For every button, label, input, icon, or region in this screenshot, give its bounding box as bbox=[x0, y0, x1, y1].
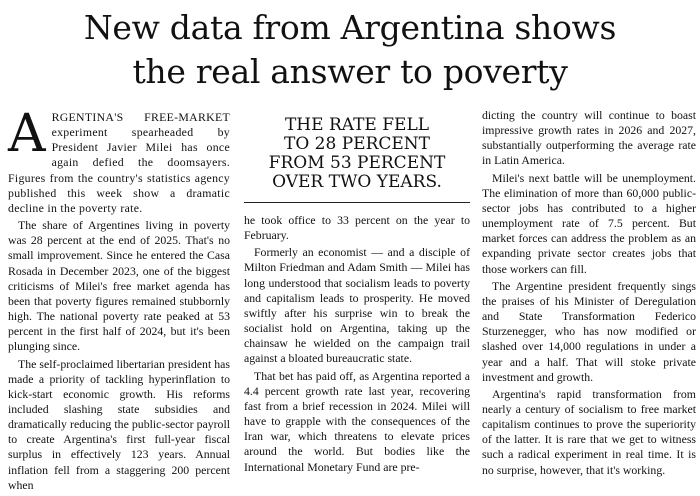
article-column-3 bbox=[482, 108, 696, 480]
pull-quote-line-4: OVER TWO YEARS. bbox=[272, 172, 442, 192]
article-paragraph-continued: he took office to 33 percent on the year to February. bbox=[244, 213, 470, 243]
pull-quote bbox=[244, 116, 470, 203]
article-paragraph: The Argentine president frequently sings the praises of his Minister of Deregulation and State Transformation Federico Sturzenegger, who has now modified or slashed over 14,000 regulations in under a year and a half. That will stoke private investment and growth. bbox=[482, 278, 696, 384]
article-paragraph: The self-proclaimed libertarian president has made a priority of tackling hyperinflation to kick-start economic growth. His reforms included slashing state subsidies and dramatically reducing the public-sector payroll to create Argentina's first full-year fiscal surplus in effectively 123 years. Annual inflation fell from a staggering 200 percent when bbox=[8, 356, 230, 492]
headline bbox=[0, 6, 700, 94]
headline-line-1: New data from Argentina shows bbox=[83, 8, 617, 47]
pull-quote-line-3: FROM 53 PERCENT bbox=[268, 153, 446, 173]
lead-paragraph bbox=[8, 104, 230, 216]
drop-cap: A bbox=[8, 104, 46, 164]
article-paragraph: Milei's next battle will be unemployment. The elimination of more than 60,000 public-sector jobs has contributed to a higher unemployment rate of 7.5 percent. But market forces can address the problem as an expanding private sector creates jobs that those workers can fill. bbox=[482, 170, 696, 276]
article-paragraph: Argentina's rapid transformation from nearly a century of socialism to free market capitalism continues to prove the superiority of the latter. It is rare that we get to witness such a radical experiment in real time. It is no surprise, however, that it's working. bbox=[482, 386, 696, 477]
article-column-1 bbox=[8, 104, 230, 495]
article-paragraph: The share of Argentines living in poverty was 28 percent at the end of 2025. That's no small improvement. Since he entered the Casa Rosada in December 2023, one of the biggest criticisms of Milei's free market agenda has been that poverty figures remained stubbornly high. The national poverty rate peaked at 53 percent in the first half of 2024, but it's been plunging since. bbox=[8, 218, 230, 354]
article-paragraph: That bet has paid off, as Argentina reported a 4.4 percent growth rate last year, recovering fast from a brief recession in 2024. Milei will have to grapple with the consequences of the Iran war, which threatens to elevate prices around the world. But bodies like the International Monetary Fund are pre- bbox=[244, 368, 470, 474]
article-column-2 bbox=[244, 110, 470, 477]
headline-line-2: the real answer to poverty bbox=[132, 52, 568, 91]
lead-text: RGENTINA'S FREE-MARKET experiment spearheaded by President Javier Milei has once again defied the doomsayers. Figures from the country's statistics agency published this week show a dramatic decline in the poverty rate. bbox=[8, 110, 230, 215]
pull-quote-line-2: TO 28 PERCENT bbox=[284, 134, 430, 154]
article-paragraph: Formerly an economist — and a disciple of Milton Friedman and Adam Smith — Milei has long understood that socialism leads to poverty and capitalism leads to prosperity. He moved swiftly after his surprise win to break the socialist hold on Argentina, taking up the chainsaw he wielded on the campaign trail against a bloated bureaucratic state. bbox=[244, 245, 470, 366]
article-paragraph-continued: dicting the country will continue to boast impressive growth rates in 2026 and 2027, substantially outperforming the average rate in Latin America. bbox=[482, 108, 696, 168]
pull-quote-line-1: THE RATE FELL bbox=[284, 115, 430, 135]
